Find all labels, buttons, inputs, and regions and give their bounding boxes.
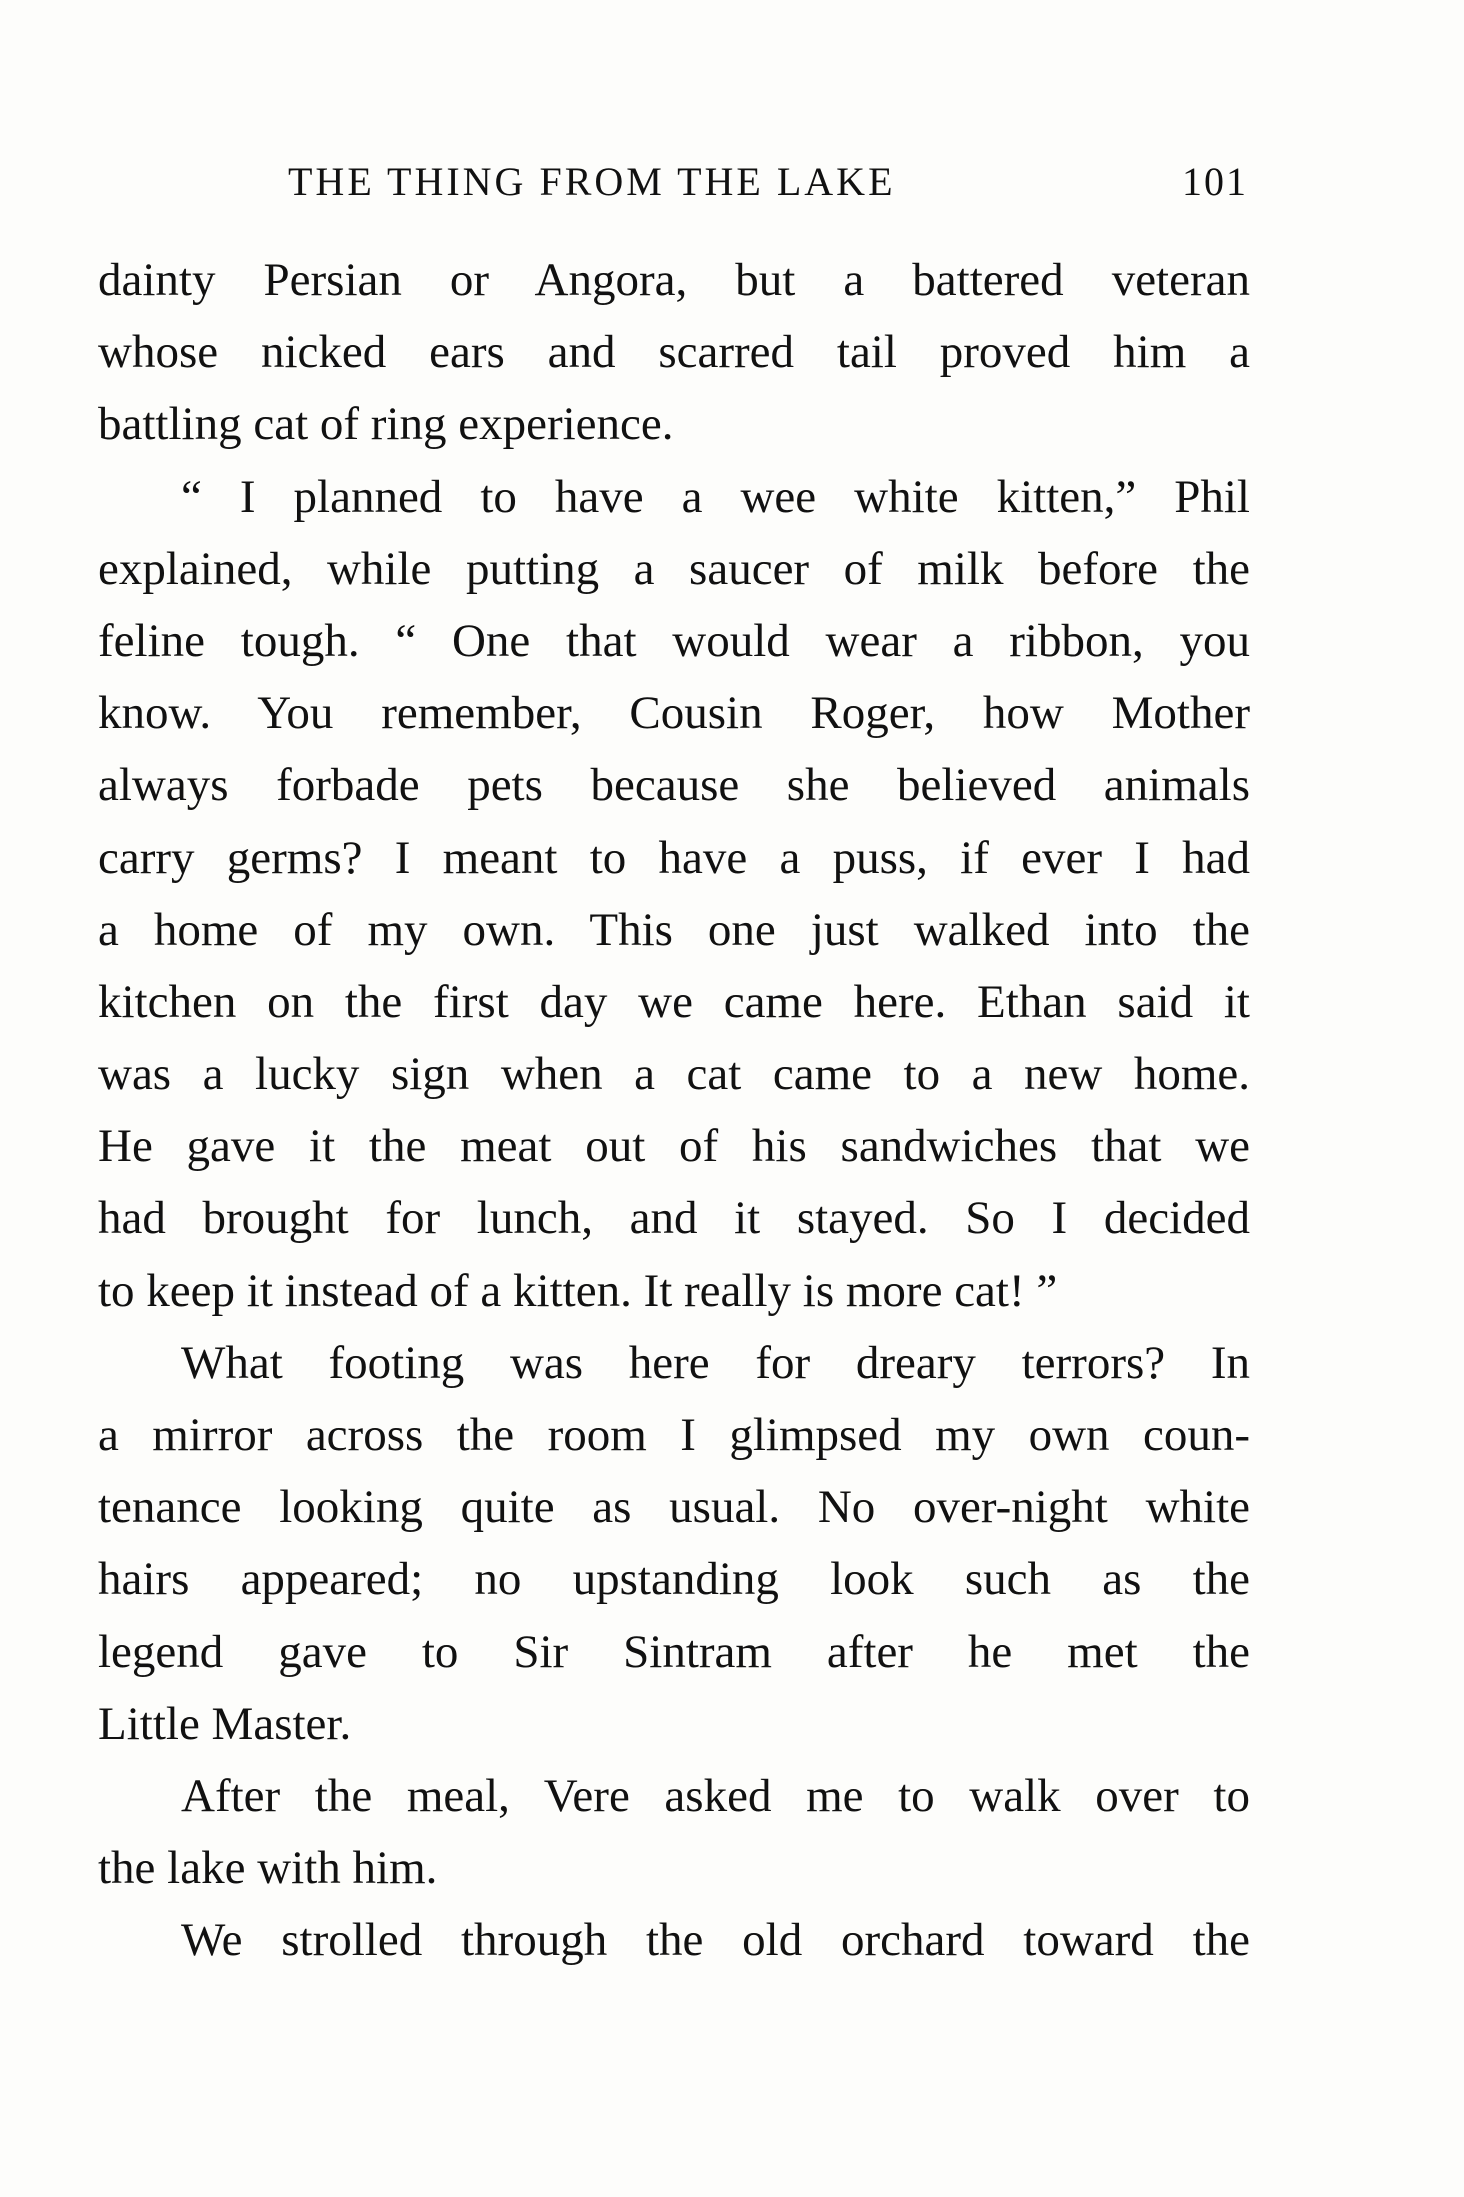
body-text <box>98 244 1250 1977</box>
text-line: always forbade pets because she believed animals <box>98 759 1250 812</box>
text-line: explained, while putting a saucer of milk before the <box>98 542 1250 595</box>
text-line: to keep it instead of a kitten. It really is more cat! ” <box>98 1264 1058 1317</box>
paragraph <box>98 1904 1250 1976</box>
paragraph <box>98 461 1250 1327</box>
text-line: the lake with him. <box>98 1842 438 1895</box>
text-line: hairs appeared; no upstanding look such as the <box>98 1553 1250 1606</box>
text-line: After the meal, Vere asked me to walk over to <box>181 1769 1250 1822</box>
text-line: whose nicked ears and scarred tail proved him a <box>98 326 1250 379</box>
text-line: a home of my own. This one just walked into the <box>98 903 1250 956</box>
text-line: a mirror across the room I glimpsed my own coun- <box>98 1409 1250 1461</box>
text-line: feline tough. “ One that would wear a ribbon, you <box>98 614 1250 667</box>
paragraph <box>98 1327 1250 1760</box>
text-line: battling cat of ring experience. <box>98 398 674 451</box>
text-line: legend gave to Sir Sintram after he met the <box>98 1625 1250 1678</box>
text-line: was a lucky sign when a cat came to a new home. <box>98 1048 1250 1101</box>
text-line: Little Master. <box>98 1697 352 1750</box>
text-line: He gave it the meat out of his sandwiches that we <box>98 1120 1250 1173</box>
text-line: dainty Persian or Angora, but a battered veteran <box>98 254 1250 306</box>
running-head-title: THE THING FROM THE LAKE <box>288 159 896 204</box>
running-head <box>98 152 1248 212</box>
page-number: 101 <box>1182 159 1248 204</box>
text-line: kitchen on the first day we came here. Ethan said it <box>98 975 1250 1028</box>
text-line: tenance looking quite as usual. No over-night white <box>98 1481 1250 1534</box>
text-line: We strolled through the old orchard toward the <box>181 1914 1250 1967</box>
text-line: know. You remember, Cousin Roger, how Mother <box>98 687 1250 740</box>
text-line: had brought for lunch, and it stayed. So I decided <box>98 1192 1250 1245</box>
text-line: carry germs? I meant to have a puss, if ever I had <box>98 831 1250 884</box>
text-line: What footing was here for dreary terrors? In <box>181 1336 1250 1389</box>
paragraph <box>98 1760 1250 1904</box>
paragraph <box>98 244 1250 461</box>
text-line: “ I planned to have a wee white kitten,” Phil <box>181 470 1250 523</box>
